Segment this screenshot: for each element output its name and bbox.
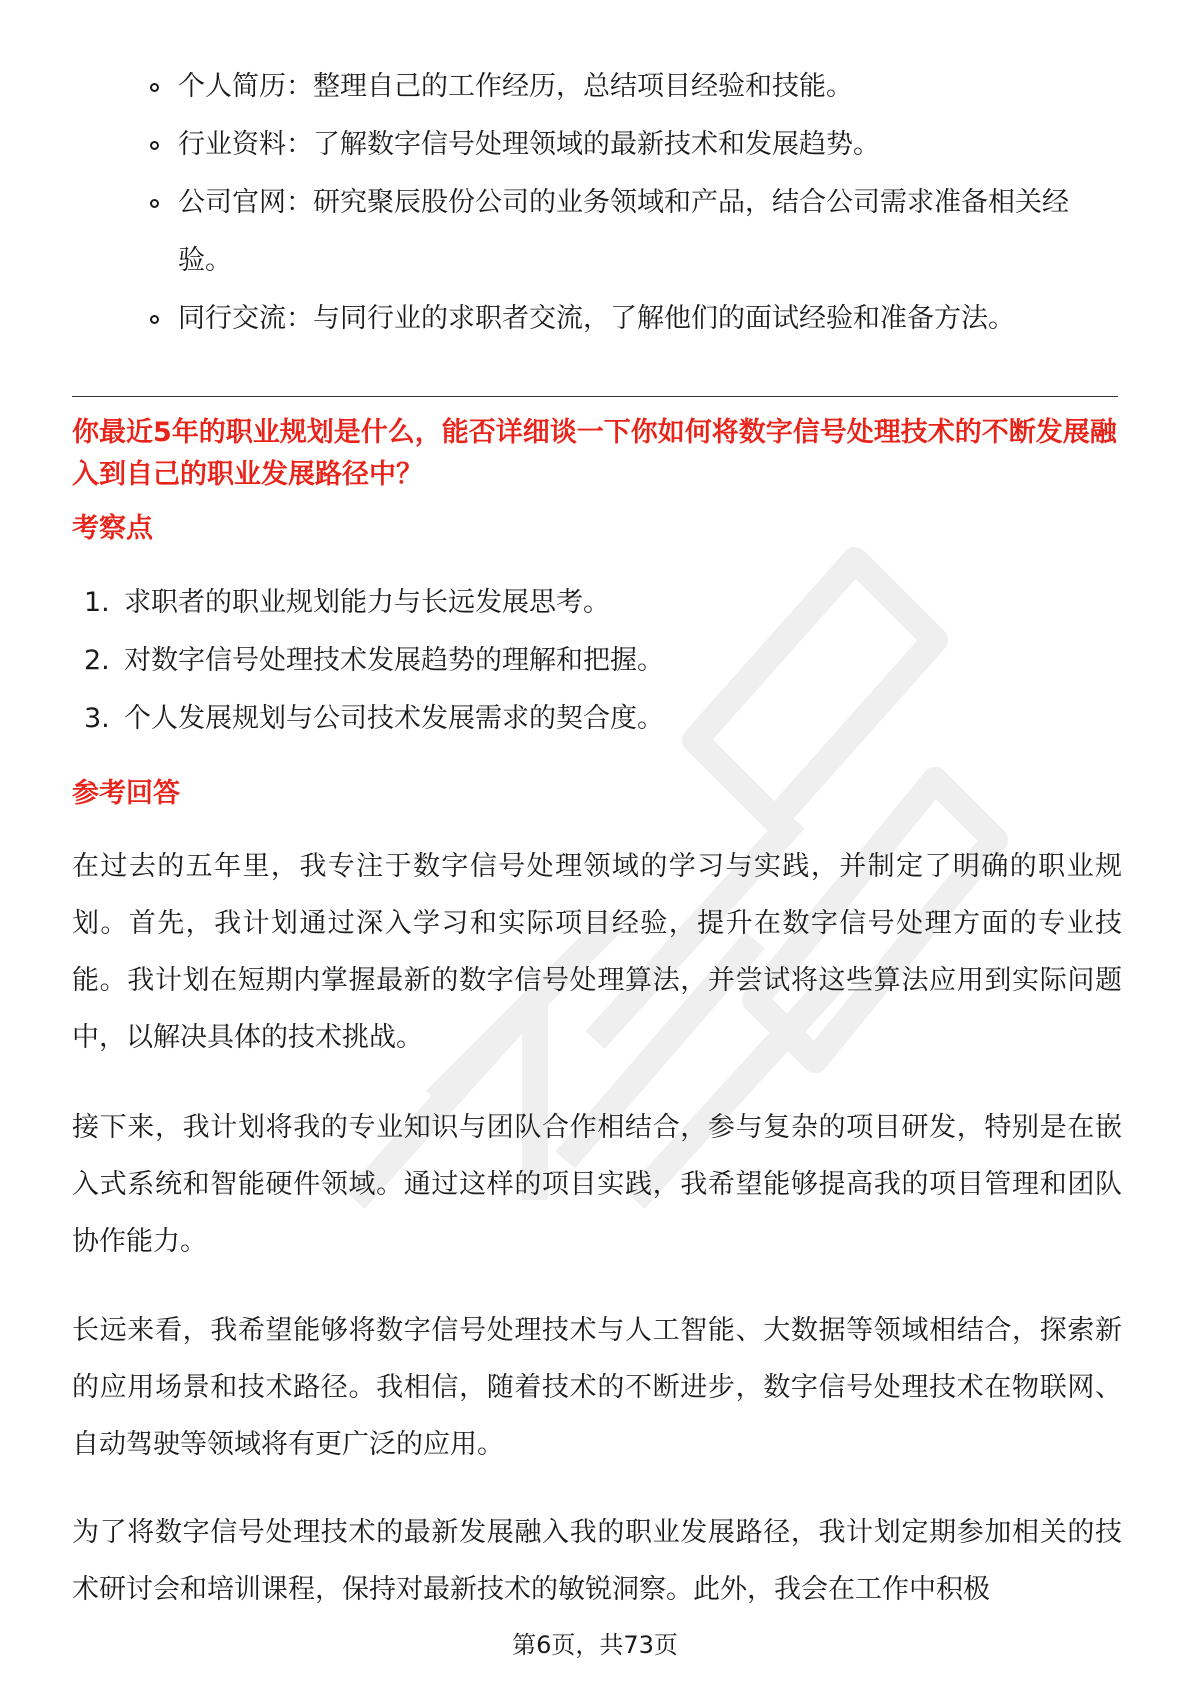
bullet-list <box>148 58 1108 348</box>
list-item: 2. 对数字信号处理技术发展趋势的理解和把握。 <box>84 645 664 676</box>
points-list <box>84 574 1084 748</box>
answer-paragraph: 在过去的五年里，我专注于数字信号处理领域的学习与实践，并制定了明确的职业规划。首先，我计划通过深入学习和实际项目经验，提升在数字信号处理方面的专业技能。我计划在短期内掌握最新的数字信号处理算法，并尝试将这些算法应用到实际问题中，以解决具体的技术挑战。 <box>72 851 1122 1053</box>
answer-paragraph: 为了将数字信号处理技术的最新发展融入我的职业发展路径，我计划定期参加相关的技术研讨会和培训课程，保持对最新技术的敏锐洞察。此外，我会在工作中积极 <box>72 1517 1122 1605</box>
bullet-icon <box>150 199 159 208</box>
bullet-icon <box>150 141 159 150</box>
section-divider <box>72 396 1118 397</box>
points-heading: 考察点 <box>72 513 153 544</box>
list-item: 行业资料：了解数字信号处理领域的最新技术和发展趋势。 <box>148 116 1108 174</box>
list-item: 3. 个人发展规划与公司技术发展需求的契合度。 <box>84 703 664 734</box>
list-item: 公司官网：研究聚辰股份公司的业务领域和产品，结合公司需求准备相关经验。 <box>148 174 1108 290</box>
answer-paragraph: 接下来，我计划将我的专业知识与团队合作相结合，参与复杂的项目研发，特别是在嵌入式系统和智能硬件领域。通过这样的项目实践，我希望能够提高我的项目管理和团队协作能力。 <box>72 1112 1122 1257</box>
list-item: 1. 求职者的职业规划能力与长远发展思考。 <box>84 587 610 618</box>
bullet-icon <box>150 315 159 324</box>
page-number: 第6页，共73页 <box>512 1631 678 1659</box>
answer-paragraph: 长远来看，我希望能够将数字信号处理技术与人工智能、大数据等领域相结合，探索新的应用场景和技术路径。我相信，随着技术的不断进步，数字信号处理技术在物联网、自动驾驶等领域将有更广泛的应用。 <box>72 1315 1122 1460</box>
question-title: 你最近5年的职业规划是什么，能否详细谈一下你如何将数字信号处理技术的不断发展融入到自己的职业发展路径中？ <box>72 417 1117 490</box>
list-item: 同行交流：与同行业的求职者交流，了解他们的面试经验和准备方法。 <box>148 290 1108 348</box>
bullet-icon <box>150 83 159 92</box>
answer-heading: 参考回答 <box>72 778 180 809</box>
list-item: 个人简历：整理自己的工作经历，总结项目经验和技能。 <box>148 58 1108 116</box>
